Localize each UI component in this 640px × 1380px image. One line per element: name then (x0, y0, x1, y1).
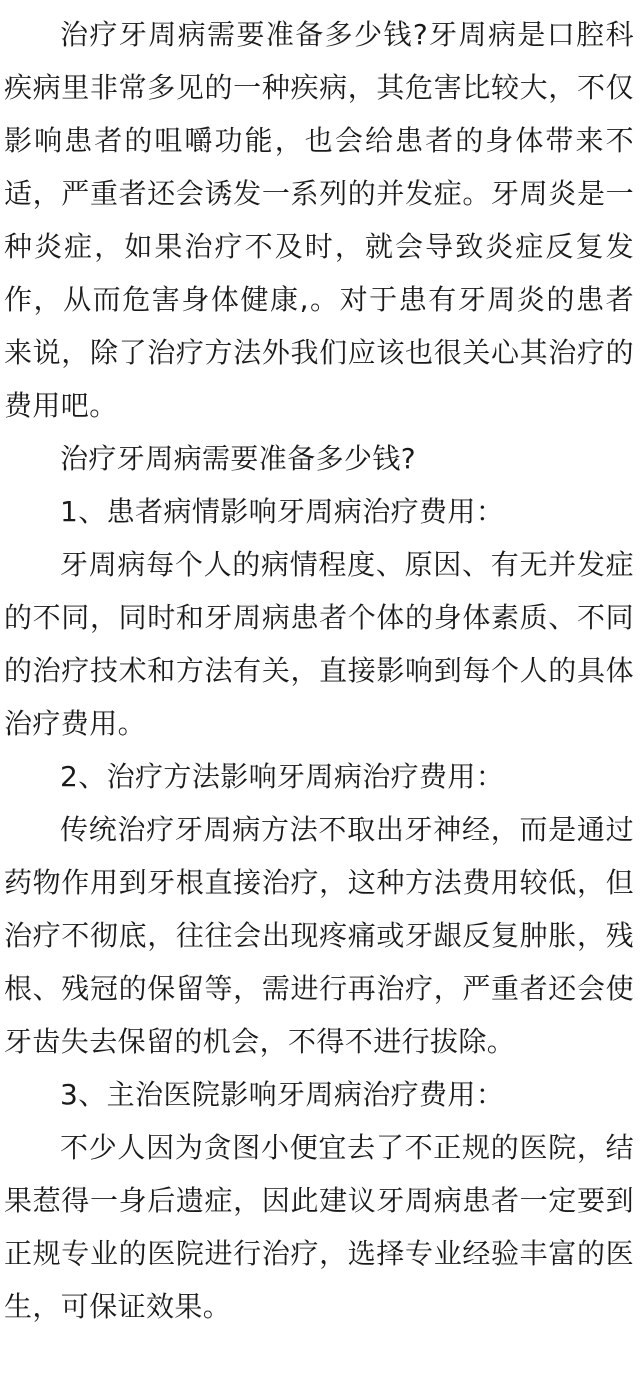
intro-paragraph: 治疗牙周病需要准备多少钱?牙周病是口腔科疾病里非常多见的一种疾病，其危害比较大，不仅影响患者的咀嚼功能，也会给患者的身体带来不适，严重者还会诱发一系列的并发症。牙周炎是一种炎症，如果治疗不及时，就会导致炎症反复发作，从而危害身体健康,。对于患有牙周炎的患者来说，除了治疗方法外我们应该也很关心其治疗的费用吧。 (4, 18, 634, 422)
section-2-paragraph: 传统治疗牙周病方法不取出牙神经，而是通过药物作用到牙根直接治疗，这种方法费用较低，但治疗不彻底，往往会出现疼痛或牙龈反复肿胀，残根、残冠的保留等，需进行再治疗，严重者还会使牙齿失去保留的机会，不得不进行拔除。 (4, 813, 634, 1058)
section-3-paragraph: 不少人因为贪图小便宜去了不正规的医院，结果惹得一身后遗症，因此建议牙周病患者一定要到正规专业的医院进行治疗，选择专业经验丰富的医生，可保证效果。 (4, 1131, 634, 1323)
section-3-heading: 3、主治医院影响牙周病治疗费用： (60, 1078, 505, 1111)
section-1-heading: 1、患者病情影响牙周病治疗费用： (60, 495, 505, 528)
article-body (4, 8, 634, 1333)
section-1-paragraph: 牙周病每个人的病情程度、原因、有无并发症的不同，同时和牙周病患者个体的身体素质、不同的治疗技术和方法有关，直接影响到每个人的具体治疗费用。 (4, 548, 634, 740)
section-2-heading: 2、治疗方法影响牙周病治疗费用： (60, 760, 505, 793)
question-heading: 治疗牙周病需要准备多少钱? (60, 442, 417, 475)
